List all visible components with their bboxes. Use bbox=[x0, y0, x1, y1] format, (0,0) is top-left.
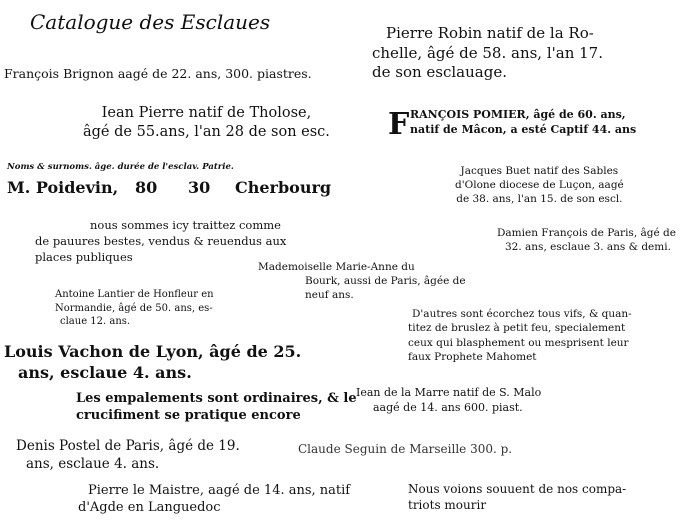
entry-line: Pierre le Maistre, aagé de 14. ans, natif bbox=[88, 483, 351, 498]
jacques-buet-entry bbox=[455, 164, 624, 207]
entry-line: aagé de 14. ans 600. piast. bbox=[373, 401, 523, 415]
empalements-passage bbox=[76, 391, 357, 425]
passage-line: crucifiment se pratique encore bbox=[76, 407, 301, 423]
entry-line: Damien François de Paris, âgé de bbox=[497, 227, 676, 239]
table-row bbox=[7, 178, 332, 202]
entry-line: Normandie, âgé de 50. ans, es- bbox=[55, 302, 213, 314]
jean-de-la-marre-entry bbox=[356, 385, 541, 416]
claude-seguin-entry: Claude Seguin de Marseille 300. p. bbox=[298, 442, 513, 456]
nous-voions-passage bbox=[408, 482, 626, 513]
entry-line: d'Olone diocese de Luçon, aagé bbox=[455, 179, 624, 192]
louis-vachon-entry bbox=[4, 342, 301, 384]
entry-line: Iean Pierre natif de Tholose, bbox=[101, 105, 312, 121]
entry-line: de son esclauage. bbox=[372, 63, 507, 81]
table-cell-duration: 30 bbox=[188, 178, 211, 197]
francois-brignon-entry: François Brignon aagé de 22. ans, 300. piastres. bbox=[4, 66, 312, 81]
entry-line: ans, esclaue 4. ans. bbox=[26, 455, 160, 472]
entry-line: Louis Vachon de Lyon, âgé de 25. bbox=[4, 342, 302, 361]
entry-line: RANÇOIS POMIER, âgé de 60. ans, bbox=[410, 108, 626, 121]
entry-line: Bourk, aussi de Paris, âgée de bbox=[305, 275, 466, 288]
passage-line: faux Prophete Mahomet bbox=[408, 351, 537, 364]
entry-line: d'Agde en Languedoc bbox=[78, 499, 221, 515]
passage-line: Les empalements sont ordinaires, & le bbox=[76, 391, 357, 406]
catalogue-title: Catalogue des Esclaues bbox=[30, 10, 271, 34]
passage-line: titez de bruslez à petit feu, specialement bbox=[408, 322, 626, 335]
passage-line: ceux qui blasphement ou mesprisent leur bbox=[408, 336, 629, 349]
table-cell-age: 80 bbox=[135, 178, 158, 197]
marie-anne-entry bbox=[258, 260, 466, 303]
passage-line: D'autres sont écorchez tous vifs, & quan- bbox=[412, 308, 632, 320]
entry-line: neuf ans. bbox=[305, 289, 354, 302]
entry-line: natif de Mâcon, a esté Captif 44. ans bbox=[410, 122, 637, 136]
passage-line: places publiques bbox=[35, 250, 133, 265]
entry-line: Antoine Lantier de Honfleur en bbox=[55, 289, 214, 300]
entry-line: 32. ans, esclaue 3. ans & demi. bbox=[505, 241, 671, 254]
denis-postel-entry bbox=[16, 438, 240, 473]
entry-line: claue 12. ans. bbox=[60, 316, 131, 327]
damien-francois-entry bbox=[497, 226, 676, 254]
entry-line: de 38. ans, l'an 15. de son escl. bbox=[456, 193, 623, 206]
drop-cap: F bbox=[388, 107, 410, 142]
passage-line: triots mourir bbox=[408, 497, 487, 512]
table-cell-homeland: Cherbourg bbox=[235, 178, 332, 197]
dautres-passage bbox=[408, 307, 632, 365]
entry-line: âgé de 55.ans, l'an 28 de son esc. bbox=[83, 123, 330, 140]
passage-line: nous sommes icy traittez comme bbox=[90, 218, 281, 232]
jean-pierre-entry bbox=[83, 104, 330, 142]
entry-line: ans, esclaue 4. ans. bbox=[18, 362, 192, 382]
entry-line: chelle, âgé de 58. ans, l'an 17. bbox=[372, 43, 603, 62]
passage-line: Nous voions souuent de nos compa- bbox=[408, 482, 627, 496]
nous-sommes-passage bbox=[35, 217, 286, 265]
entry-line: Jacques Buet natif des Sables bbox=[460, 165, 619, 177]
table-cell-name: M. Poidevin, bbox=[7, 178, 119, 197]
pierre-le-maistre-entry bbox=[78, 483, 351, 517]
entry-line: Mademoiselle Marie-Anne du bbox=[258, 261, 415, 273]
entry-line: Iean de la Marre natif de S. Malo bbox=[356, 386, 542, 399]
francois-pomier-entry bbox=[388, 107, 637, 142]
table-header: Noms & surnoms. âge. durée de l'esclav. Patrie. bbox=[7, 162, 234, 172]
pierre-robin-entry bbox=[372, 24, 603, 83]
entry-line: Denis Postel de Paris, âgé de 19. bbox=[16, 438, 240, 454]
passage-line: de pauures bestes, vendus & reuendus aux bbox=[35, 234, 287, 249]
entry-line: Pierre Robin natif de la Ro- bbox=[386, 24, 594, 42]
antoine-lantier-entry bbox=[55, 288, 214, 329]
